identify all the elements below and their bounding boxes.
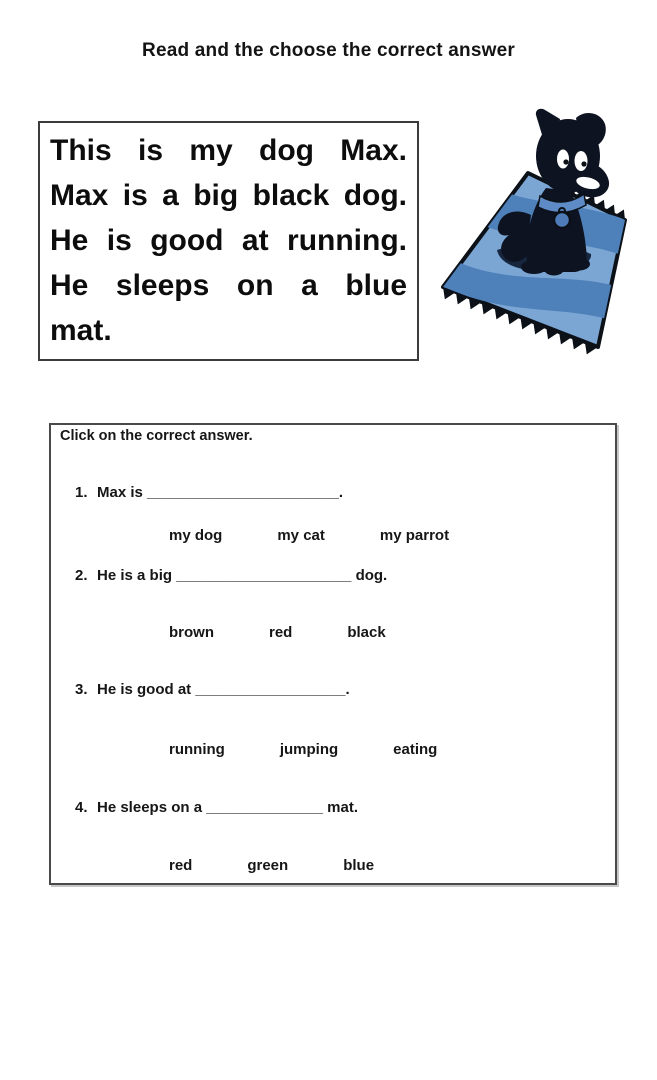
question-prompt: He sleeps on a <box>97 799 203 816</box>
passage-line: mat. <box>50 314 112 347</box>
answer-option[interactable]: eating <box>393 741 438 758</box>
answer-option[interactable]: green <box>247 857 289 874</box>
question-suffix: mat. <box>323 799 359 816</box>
dog-eye-right <box>575 151 588 171</box>
options-row <box>169 623 386 643</box>
question-suffix: . <box>338 484 344 501</box>
answer-blank[interactable]: _____________________ <box>176 567 352 584</box>
dog-pupil-left <box>563 159 568 164</box>
page-title: Read and the choose the correct answer <box>142 40 515 61</box>
quiz-box <box>49 423 617 885</box>
answer-option[interactable]: red <box>169 857 193 874</box>
question-row <box>75 483 343 503</box>
passage-line: This is my dog Max. <box>50 134 407 167</box>
answer-option[interactable]: jumping <box>279 741 339 758</box>
answer-option[interactable]: my parrot <box>379 527 450 544</box>
passage-line: He sleeps on a blue <box>50 269 407 302</box>
dog-tag <box>554 212 570 228</box>
dog-on-mat-illustration <box>425 90 657 375</box>
dog-pupil-right <box>581 161 586 166</box>
question-number: 4. <box>75 799 88 816</box>
options-row <box>169 856 374 876</box>
question-suffix: dog. <box>351 567 388 584</box>
question-number: 1. <box>75 484 88 501</box>
answer-option[interactable]: brown <box>169 624 214 641</box>
options-row <box>169 740 437 760</box>
answer-option[interactable]: my cat <box>277 527 325 544</box>
question-number: 2. <box>75 567 88 584</box>
passage-line: Max is a big black dog. <box>50 179 407 212</box>
answer-option[interactable]: running <box>169 741 225 758</box>
answer-blank[interactable]: ______________ <box>206 799 324 816</box>
answer-blank[interactable]: __________________ <box>195 681 346 698</box>
quiz-instruction: Click on the correct answer. <box>60 428 253 444</box>
passage-line: He is good at running. <box>50 224 407 257</box>
answer-option[interactable]: red <box>269 624 293 641</box>
question-row <box>75 680 350 700</box>
answer-blank[interactable]: _______________________ <box>147 484 339 501</box>
question-row <box>75 798 358 818</box>
answer-option[interactable]: my dog <box>169 527 223 544</box>
question-prompt: Max is <box>97 484 143 501</box>
question-number: 3. <box>75 681 88 698</box>
answer-option[interactable]: black <box>347 624 386 641</box>
passage-box <box>38 121 419 361</box>
question-suffix: . <box>345 681 350 698</box>
question-prompt: He is a big <box>97 567 173 584</box>
dog-eye-left <box>557 150 569 169</box>
question-prompt: He is good at <box>97 681 192 698</box>
answer-option[interactable]: blue <box>343 857 375 874</box>
options-row <box>169 526 449 546</box>
question-row <box>75 566 387 586</box>
